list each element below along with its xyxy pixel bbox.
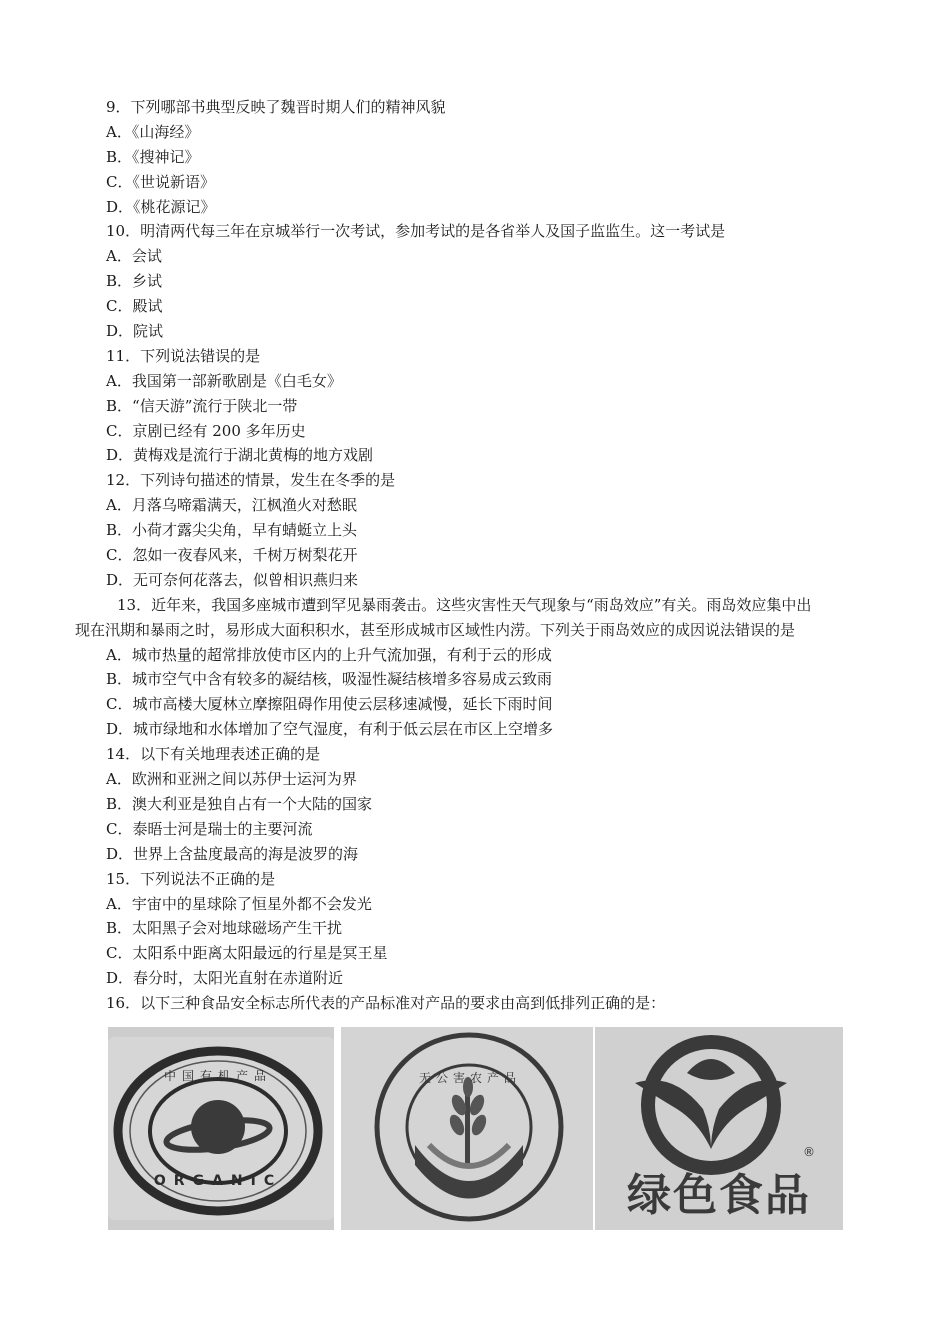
question-12-option-d: D．无可奈何花落去，似曾相识燕归来 — [106, 570, 359, 589]
question-10-stem: 10．明清两代每三年在京城举行一次考试，参加考试的是各省举人及国子监监生。这一考试是 — [106, 222, 726, 241]
food-safety-logos — [108, 1027, 843, 1230]
organic-logo-graphic — [108, 1027, 334, 1230]
question-9-option-a: A．《山海经》 — [106, 122, 200, 141]
question-16-stem: 16．以下三种食品安全标志所代表的产品标准对产品的要求由高到低排列正确的是： — [106, 994, 666, 1013]
question-14-option-c: C．泰晤士河是瑞士的主要河流 — [106, 819, 313, 838]
question-11-option-a: A．我国第一部新歌剧是《白毛女》 — [106, 371, 342, 390]
question-13-option-a: A．城市热量的超常排放使市区内的上升气流加强，有利于云的形成 — [106, 645, 552, 664]
question-9-stem: 9．下列哪部书典型反映了魏晋时期人们的精神风貌 — [106, 98, 446, 116]
question-14-option-d: D．世界上含盐度最高的海是波罗的海 — [106, 844, 359, 863]
question-11-option-d: D．黄梅戏是流行于湖北黄梅的地方戏剧 — [106, 446, 374, 465]
question-15-option-d: D．春分时，太阳光直射在赤道附近 — [106, 969, 344, 988]
question-11-option-b: B．“信天游”流行于陕北一带 — [106, 396, 298, 415]
question-15-option-c: C．太阳系中距离太阳最远的行星是冥王星 — [106, 944, 388, 963]
question-14-option-b: B．澳大利亚是独自占有一个大陆的国家 — [106, 794, 373, 813]
question-15-option-a: A．宇宙中的星球除了恒星外都不会发光 — [106, 894, 372, 913]
question-9-option-c: C．《世说新语》 — [106, 172, 215, 191]
question-list — [75, 95, 886, 1016]
question-14-stem: 14．以下有关地理表述正确的是 — [106, 745, 321, 764]
question-10-option-d: D．院试 — [106, 322, 164, 341]
green-food-registered-mark: ® — [803, 1145, 815, 1159]
question-12-option-c: C．忽如一夜春风来，千树万树梨花开 — [106, 546, 358, 565]
question-12-option-b: B．小荷才露尖尖角，早有蜻蜓立上头 — [106, 521, 358, 540]
question-15-stem: 15．下列说法不正确的是 — [106, 869, 276, 888]
question-11-option-c: C．京剧已经有 200 多年历史 — [106, 421, 306, 440]
question-14-option-a: A．欧洲和亚洲之间以苏伊士运河为界 — [106, 770, 357, 789]
question-10-option-b: B．乡试 — [106, 272, 163, 291]
pollution-free-product-logo — [341, 1027, 593, 1230]
question-13-stem-line-1: 13．近年来，我国多座城市遭到罕见暴雨袭击。这些灾害性天气现象与“雨岛效应”有关。雨岛效应集中出 — [117, 595, 812, 614]
question-10-option-a: A．会试 — [106, 247, 162, 266]
pollution-free-logo-ring-text: 无公害农产品 — [418, 1071, 521, 1085]
question-13-option-d: D．城市绿地和水体增加了空气湿度，有利于低云层在市区上空增多 — [106, 720, 554, 739]
green-food-logo — [595, 1027, 843, 1230]
question-9-option-b: B．《搜神记》 — [106, 147, 200, 166]
organic-logo-top-text: 中国有机产品 — [163, 1069, 272, 1083]
question-13-option-c: C．城市高楼大厦林立摩擦阻碍作用使云层移速减慢，延长下雨时间 — [106, 695, 553, 714]
question-9-option-d: D．《桃花源记》 — [106, 197, 216, 216]
green-food-label: 绿色食品 — [627, 1170, 811, 1221]
question-12-option-a: A．月落乌啼霜满天，江枫渔火对愁眠 — [106, 496, 357, 515]
question-10-option-c: C．殿试 — [106, 297, 163, 316]
organic-product-logo — [108, 1027, 334, 1230]
question-11-stem: 11．下列说法错误的是 — [106, 346, 261, 365]
question-13-option-b: B．城市空气中含有较多的凝结核，吸湿性凝结核增多容易成云致雨 — [106, 670, 553, 689]
pollution-free-logo-graphic — [341, 1027, 593, 1230]
question-12-stem: 12．下列诗句描述的情景，发生在冬季的是 — [106, 471, 396, 490]
organic-logo-bottom-text: ORGANIC — [153, 1173, 283, 1189]
question-15-option-b: B．太阳黑子会对地球磁场产生干扰 — [106, 919, 343, 938]
question-13-stem-line-2: 现在汛期和暴雨之时，易形成大面积积水，甚至形成城市区域性内涝。下列关于雨岛效应的成因说法错误的是 — [75, 620, 796, 639]
